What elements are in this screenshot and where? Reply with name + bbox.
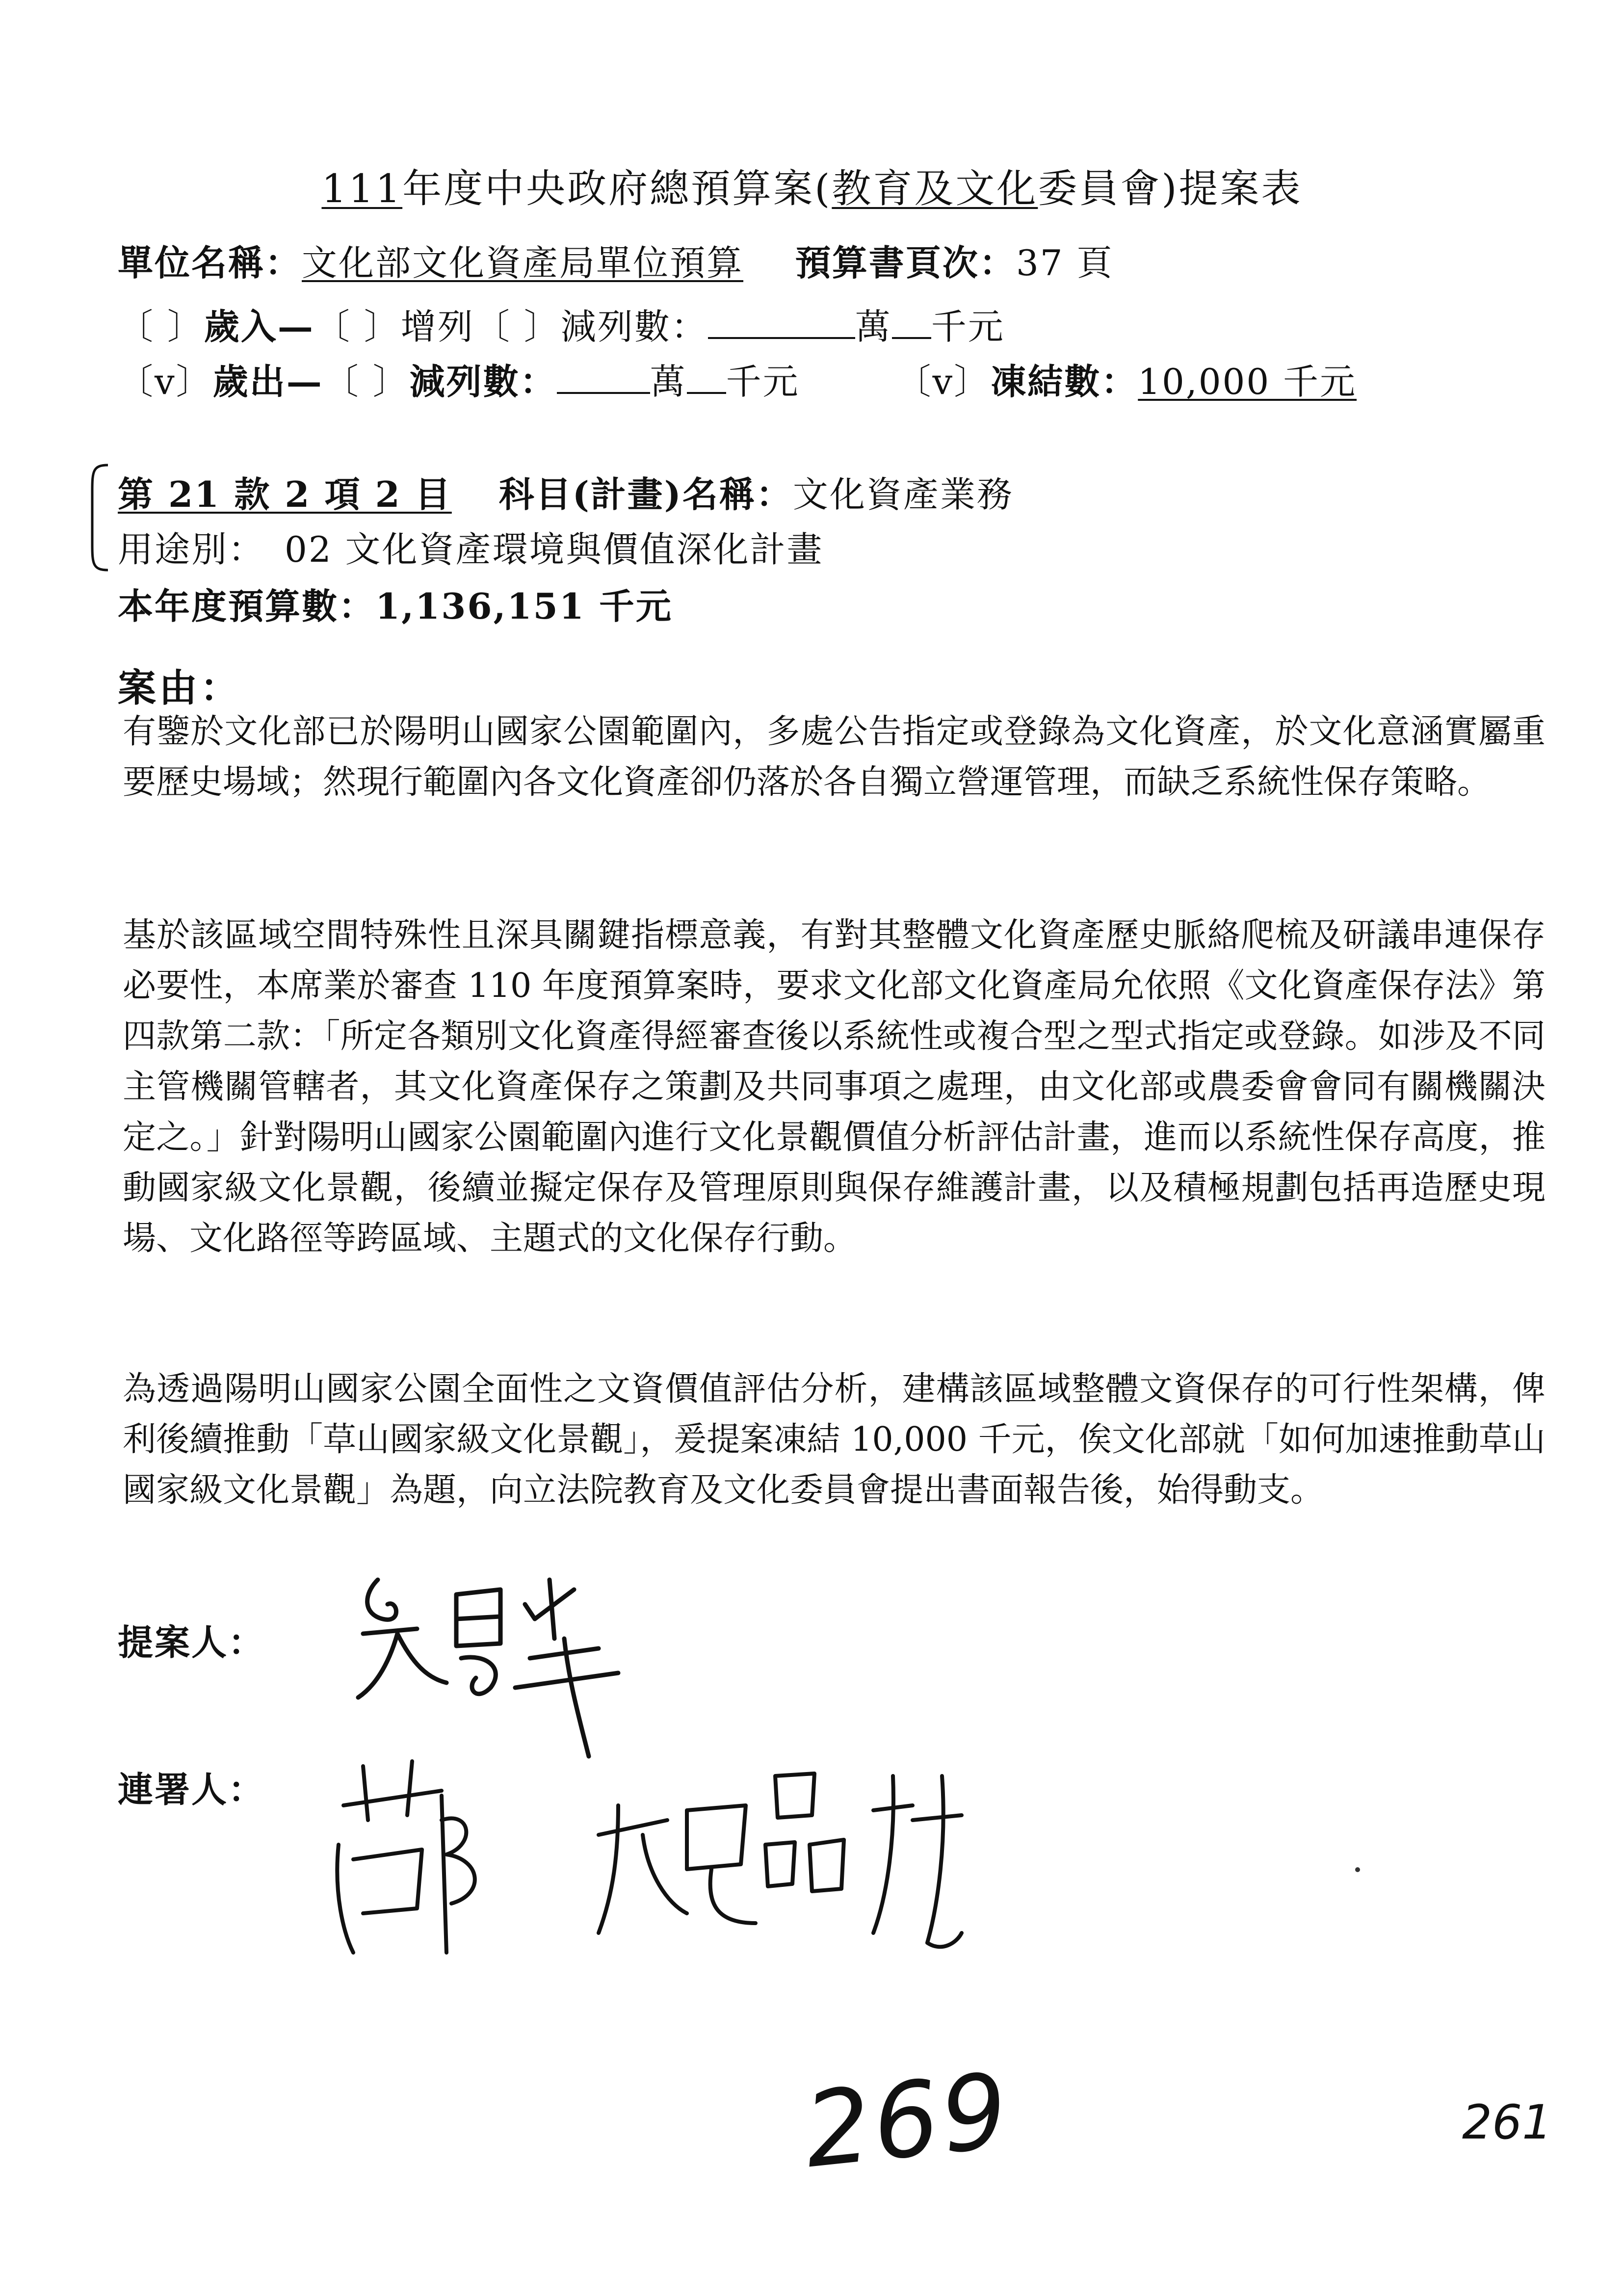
expense-decrease-checkbox: 〔 〕 (323, 361, 410, 402)
title-text: 年度中央政府總預算案( (402, 166, 832, 211)
revenue-label: 歲入— (204, 306, 314, 347)
budget-value: 1,136,151 千元 (375, 585, 673, 627)
expense-checkbox: 〔v〕 (118, 361, 213, 402)
reason-paragraph-1: 有鑒於文化部已於陽明山國家公園範圍內，多處公告指定或登錄為文化資產，於文化意涵實屬重要歷史場域；然現行範圍內各文化資產卻仍落於各自獨立營運管理，而缺乏系統性保存策略。 (123, 712, 1545, 802)
wan-label: 萬 (855, 306, 892, 347)
page-title (0, 157, 1624, 213)
title-year: 111 (321, 166, 403, 211)
proposer-label: 提案人： (118, 1621, 265, 1663)
expense-label: 歲出— (212, 361, 323, 402)
subject-label: 科目(計畫)名稱： (498, 473, 793, 515)
decrease-amount-blank (708, 309, 855, 339)
page-label: 預算書頁次： (795, 242, 1016, 284)
item-code: 第 21 款 2 項 2 目 (118, 473, 452, 515)
reason-paragraph-3: 為透過陽明山國家公園全面性之文資價值評估分析，建構該區域整體文資保存的可行性架構，俾利後續推動「草山國家級文化景觀」，爰提案凍結 10,000 千元，俟文化部就「如何加速推動草山國家級文化景觀」為題，向立法院教育及文化委員會提出書面報告後，始得動支。 (123, 1370, 1545, 1510)
page-value: 37 頁 (1016, 242, 1114, 284)
usage-value: 02 文化資產環境與價值深化計畫 (285, 529, 824, 570)
usage-row (118, 521, 824, 572)
budget-label: 本年度預算數： (118, 585, 376, 627)
handwritten-page-number: 269 (799, 2050, 1016, 2192)
title-committee: 教育及文化 (832, 166, 1038, 211)
freeze-label: 凍結數： (991, 361, 1138, 402)
increase-label: 增列 (400, 306, 474, 347)
budget-row (118, 578, 673, 629)
freeze-checkbox: 〔v〕 (895, 361, 991, 402)
revenue-checkbox: 〔 〕 (118, 306, 204, 347)
subject-value: 文化資產業務 (792, 474, 1014, 515)
expense-qian-label: 千元 (726, 361, 800, 402)
proposer-signature (343, 1560, 687, 1766)
reason-heading: 案由： (118, 666, 242, 710)
increase-checkbox: 〔 〕 (314, 306, 401, 347)
title-end: 委員會)提案表 (1038, 166, 1303, 211)
brace-bracket (83, 461, 113, 574)
expense-decrease-blank (557, 364, 650, 394)
corner-page-number: 261 (1462, 2095, 1552, 2150)
unit-label: 單位名稱： (118, 242, 302, 284)
expense-decrease-label: 減列數： (409, 361, 557, 402)
stray-dot (1355, 1867, 1360, 1872)
expense-wan-label: 萬 (650, 361, 687, 402)
decrease-label: 減列數： (560, 306, 708, 347)
reason-paragraph-2: 基於該區域空間特殊性且深具關鍵指標意義，有對其整體文化資產歷史脈絡爬梳及研議串連保存必要性，本席業於審查 110 年度預算案時，要求文化部文化資產局允依照《文化資產保存法》第四款第二款：「所定各類別文化資產得經審查後以系統性或複合型之型式指定或登錄。如涉及不同主管機關管轄者，其文化資產保存之策劃及共同事項之處理，由文化部或農委會會同有關機關決定之。」針對陽明山國家公園範圍內進行文化景觀價值分析評估計畫，進而以系統性保存高度，推動國家級文化景觀，後續並擬定保存及管理原則與保存維護計畫，以及積極規劃包括再造歷史現場、文化路徑等跨區域、主題式的文化保存行動。 (123, 916, 1545, 1258)
unit-row (118, 235, 1113, 286)
freeze-value: 10,000 千元 (1138, 361, 1357, 402)
unit-value: 文化部文化資產局單位預算 (302, 242, 744, 284)
cosigner-signatures (324, 1747, 1011, 1982)
qian-label: 千元 (931, 306, 1005, 347)
expense-row (118, 353, 1357, 404)
usage-label: 用途別： (118, 529, 265, 570)
qian-amount-blank (892, 309, 931, 339)
expense-qian-blank (687, 364, 726, 394)
revenue-row (118, 298, 1005, 349)
item-row (118, 466, 1014, 517)
cosigner-label: 連署人： (118, 1769, 265, 1810)
decrease-checkbox: 〔 〕 (474, 306, 561, 347)
